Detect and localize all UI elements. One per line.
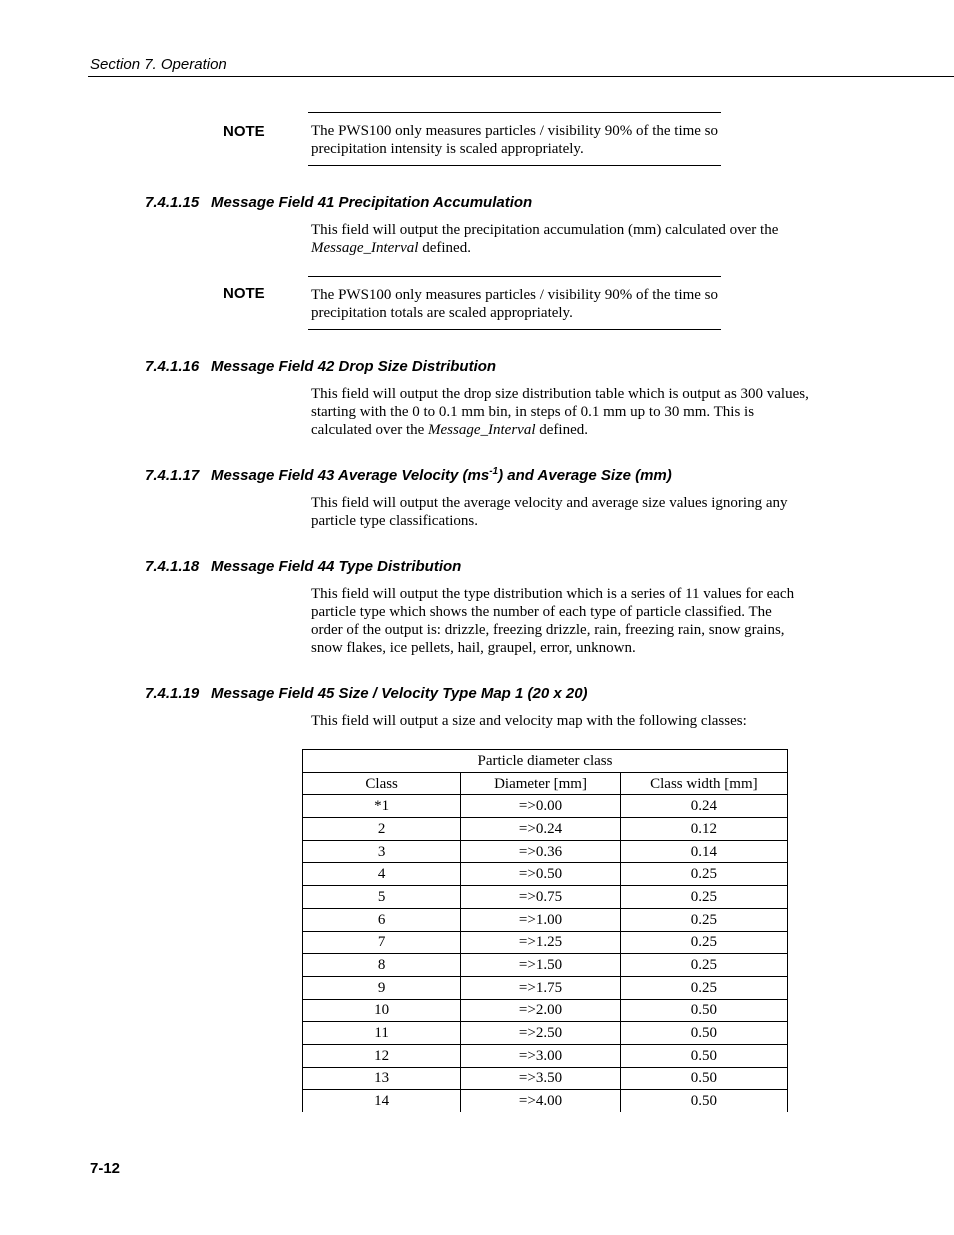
table-cell: 2 [303,818,461,841]
table-cell: 0.25 [620,886,787,909]
body-text: This field will output the precipitation accumulation (mm) calculated over the [311,222,779,238]
table-cell: 13 [303,1067,461,1090]
note-label: NOTE [223,285,265,302]
table-caption-row [303,750,788,773]
table-cell: 0.25 [620,908,787,931]
table-cell: 14 [303,1090,461,1112]
table-row [303,976,788,999]
table-cell: 12 [303,1044,461,1067]
table-cell: =>2.00 [461,999,620,1022]
table-cell: =>1.75 [461,976,620,999]
italic-term: Message_Interval [311,240,419,256]
table-cell: 9 [303,976,461,999]
table-cell: 8 [303,954,461,977]
table-row [303,863,788,886]
table-cell: =>0.36 [461,840,620,863]
running-header: Section 7. Operation [90,56,227,73]
table-cell: 10 [303,999,461,1022]
table-cell: =>0.50 [461,863,620,886]
table-cell: 0.12 [620,818,787,841]
section-body [311,585,803,657]
body-text: This field will output the average velocity and average size values ignoring any particle type classifications. [311,495,788,529]
table-cell: =>2.50 [461,1022,620,1045]
table-cell: 0.25 [620,931,787,954]
table-cell: 0.50 [620,1090,787,1112]
section-number: 7.4.1.15 [145,194,200,211]
table-cell: 0.50 [620,999,787,1022]
table-row [303,954,788,977]
column-header: Diameter [mm] [461,772,620,795]
table-cell: 0.14 [620,840,787,863]
table-row [303,795,788,818]
table-row [303,999,788,1022]
header-rule [88,76,954,77]
table-row [303,840,788,863]
section-heading [145,358,496,375]
particle-diameter-table [302,749,788,1112]
section-title: ) and Average Size (mm) [498,467,672,484]
table-cell: =>0.75 [461,886,620,909]
table-cell: =>4.00 [461,1090,620,1112]
section-body [311,221,811,257]
table-cell: 3 [303,840,461,863]
table-cell: =>0.24 [461,818,620,841]
section-title: Message Field 43 Average Velocity (ms [211,467,490,484]
table-header-row [303,772,788,795]
section-title: Message Field 45 Size / Velocity Type Map 1 (20 x 20) [211,685,588,702]
table-cell: 0.25 [620,976,787,999]
section-number: 7.4.1.17 [145,467,200,484]
table-cell: *1 [303,795,461,818]
section-body [311,712,811,730]
table-cell: =>1.25 [461,931,620,954]
table-cell: =>1.00 [461,908,620,931]
table-cell: 6 [303,908,461,931]
table-row [303,1044,788,1067]
section-heading [145,467,672,484]
body-text: defined. [418,240,471,256]
body-text: This field will output a size and velocity map with the following classes: [311,713,747,729]
section-heading [145,558,461,575]
table-cell: 11 [303,1022,461,1045]
body-text: defined. [535,422,588,438]
table-row [303,1067,788,1090]
table-row [303,886,788,909]
page-number: 7-12 [90,1160,121,1177]
table-cell: =>3.50 [461,1067,620,1090]
table-cell: 5 [303,886,461,909]
table-row [303,1090,788,1112]
section-title: Message Field 42 Drop Size Distribution [211,358,497,375]
section-heading [145,685,588,702]
table-cell: 0.50 [620,1044,787,1067]
body-text: This field will output the type distribution which is a series of 11 values for each particle type which shows the number of each type of particle classified. The order of the output is: drizzle, freezing drizzle, rain, freezing rain, snow grains, snow flakes, ice pellets, hail, graupel, error, unknown. [311,586,795,656]
table-cell: =>1.50 [461,954,620,977]
table-cell: 0.24 [620,795,787,818]
section-number: 7.4.1.16 [145,358,200,375]
table-cell: =>3.00 [461,1044,620,1067]
table-cell: 7 [303,931,461,954]
italic-term: Message_Interval [428,422,536,438]
section-title: Message Field 44 Type Distribution [211,558,462,575]
superscript: -1 [489,466,499,477]
table-row [303,1022,788,1045]
table-cell: 0.25 [620,863,787,886]
table-row [303,931,788,954]
section-number: 7.4.1.18 [145,558,200,575]
section-number: 7.4.1.19 [145,685,200,702]
table-caption: Particle diameter class [303,750,788,773]
note-box: The PWS100 only measures particles / visibility 90% of the time so precipitation totals are scaled appropriately. [308,276,721,330]
table-cell: 0.25 [620,954,787,977]
table-cell: 0.50 [620,1067,787,1090]
table-cell: 4 [303,863,461,886]
section-title: Message Field 41 Precipitation Accumulation [211,194,533,211]
column-header: Class [303,772,461,795]
table-row [303,818,788,841]
note-box: The PWS100 only measures particles / visibility 90% of the time so precipitation intensity is scaled appropriately. [308,112,721,166]
table-cell: =>0.00 [461,795,620,818]
section-body [311,494,811,530]
section-heading [145,194,532,211]
note-label: NOTE [223,123,265,140]
body-text: This field will output the drop size distribution table which is output as 300 values, starting with the 0 to 0.1 mm bin, in steps of 0.1 mm up to 30 mm. This is calculated over the [311,386,809,438]
column-header: Class width [mm] [620,772,787,795]
table-row [303,908,788,931]
table-cell: 0.50 [620,1022,787,1045]
section-body [311,385,809,439]
